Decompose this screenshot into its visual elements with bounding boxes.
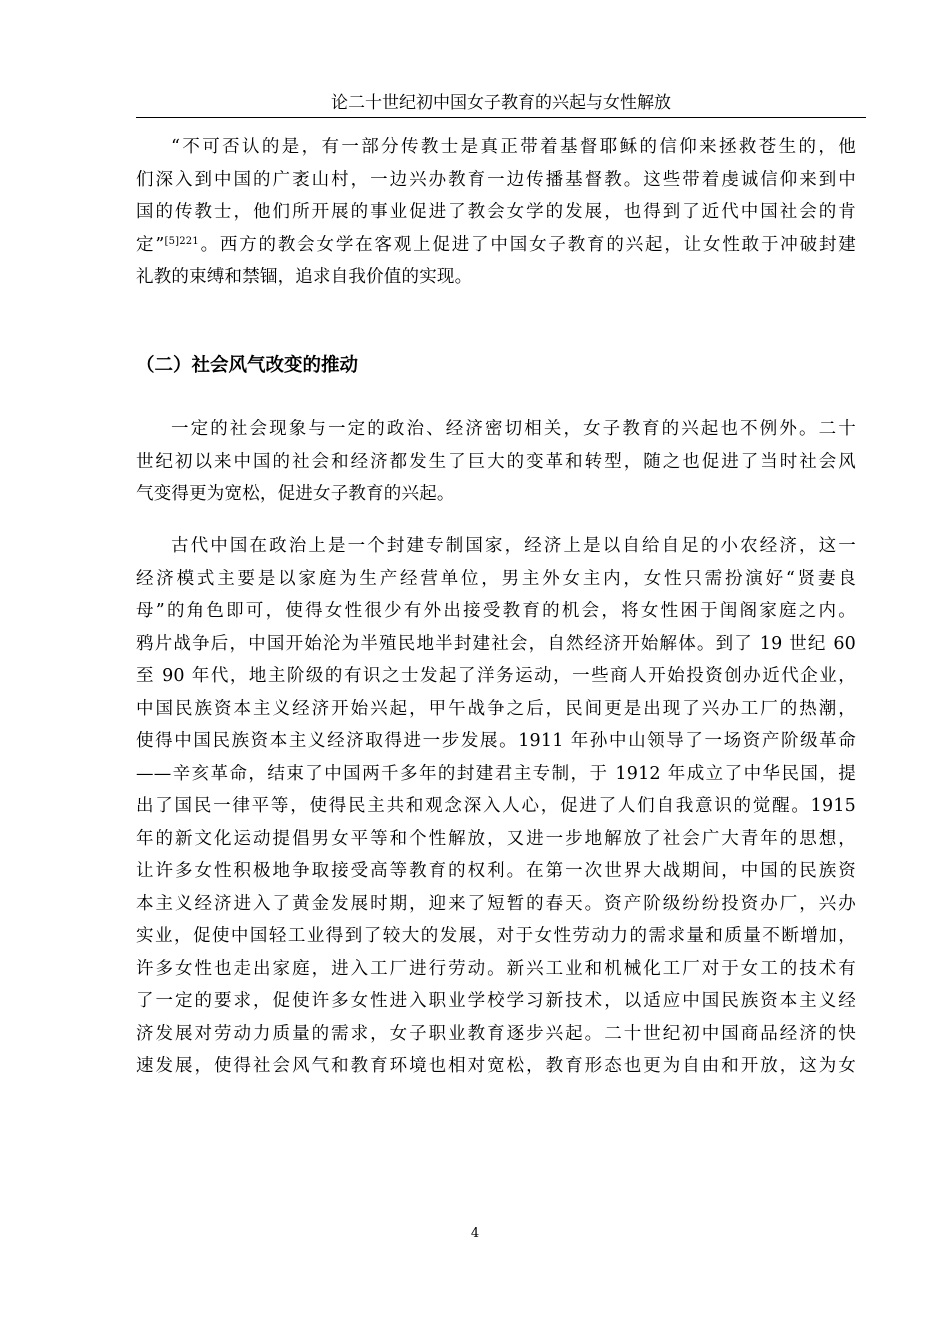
text-line: 鸦片战争后，中国开始沦为半殖民地半封建社会，自然经济开始解体。到了 19 世纪 60 (136, 633, 856, 654)
text-line: 让许多女性积极地争取接受高等教育的权利。在第一次世界大战期间，中国的民族资 (136, 861, 856, 881)
paragraph-social-economy (136, 413, 856, 511)
page-number: 4 (470, 1226, 480, 1241)
text-line: 至 90 年代，地主阶级的有识之士发起了洋务运动，一些商人开始投资创办近代企业， (136, 666, 857, 686)
citation-reference: [5]221 (164, 235, 199, 247)
text-line: 们深入到中国的广袤山村，一边兴办教育一边传播基督教。这些带着虔诚信仰来到中 (136, 169, 856, 190)
header-title: 论二十世纪初中国女子教育的兴起与女性解放 (331, 93, 671, 113)
text-line: 了一定的要求，促使许多女性进入职业学校学习新技术，以适应中国民族资本主义经 (136, 991, 856, 1011)
text-line: 一定的社会现象与一定的政治、经济密切相关，女子教育的兴起也不例外。二十 (171, 419, 856, 439)
text-line: 气变得更为宽松，促进女子教育的兴起。 (136, 484, 455, 504)
text-line: 出了国民一律平等，使得民主共和观念深入人心，促进了人们自我意识的觉醒。1915 (136, 796, 856, 816)
text-fragment: 定” (136, 234, 165, 255)
text-line: 济发展对劳动力质量的需求，女子职业教育逐步兴起。二十世纪初中国商品经济的快 (136, 1023, 856, 1044)
text-line: 年的新文化运动提倡男女平等和个性解放，又进一步地解放了社会广大青年的思想， (136, 828, 856, 849)
text-line-with-citation (136, 229, 856, 262)
text-line: 礼教的束缚和禁锢，追求自我价值的实现。 (136, 267, 473, 287)
text-line: 速发展，使得社会风气和教育环境也相对宽松，教育形态也更为自由和开放，这为女 (136, 1056, 856, 1076)
text-line: 使得中国民族资本主义经济取得进一步发展。1911 年孙中山领导了一场资产阶级革命 (136, 731, 856, 751)
text-line: 世纪初以来中国的社会和经济都发生了巨大的变革和转型，随之也促进了当时社会风 (136, 451, 856, 472)
paragraph-historical-background (136, 530, 856, 1083)
text-line: “不可否认的是，有一部分传教士是真正带着基督耶稣的信仰来拯救苍生的，他 (171, 137, 856, 157)
section-heading: （二）社会风气改变的推动 (136, 355, 359, 376)
text-line: 许多女性也走出家庭，进入工厂进行劳动。新兴工业和机械化工厂对于女工的技术有 (136, 958, 856, 979)
text-line: 古代中国在政治上是一个封建专制国家，经济上是以自给自足的小农经济，这一 (171, 536, 856, 556)
text-line: 国的传教士，他们所开展的事业促进了教会女学的发展，也得到了近代中国社会的肯 (136, 202, 856, 222)
text-line: 经济模式主要是以家庭为生产经营单位，男主外女主内，女性只需扮演好“贤妻良 (136, 568, 856, 589)
page-header (136, 92, 866, 118)
paragraph-missionary-education (136, 131, 856, 294)
text-line: 中国民族资本主义经济开始兴起，甲午战争之后，民间更是出现了兴办工厂的热潮， (136, 698, 856, 719)
text-line: 实业，促使中国轻工业得到了较大的发展，对于女性劳动力的需求量和质量不断增加， (136, 926, 856, 946)
text-line: ——辛亥革命，结束了中国两千多年的封建君主专制，于 1912 年成立了中华民国，提 (136, 763, 856, 784)
text-line: 母”的角色即可，使得女性很少有外出接受教育的机会，将女性困于闺阁家庭之内。 (136, 601, 856, 621)
text-line: 本主义经济进入了黄金发展时期，迎来了短暂的春天。资产阶级纷纷投资办厂，兴办 (136, 893, 856, 914)
text-fragment: 。西方的教会女学在客观上促进了中国女子教育的兴起，让女性敢于冲破封建 (198, 234, 856, 255)
